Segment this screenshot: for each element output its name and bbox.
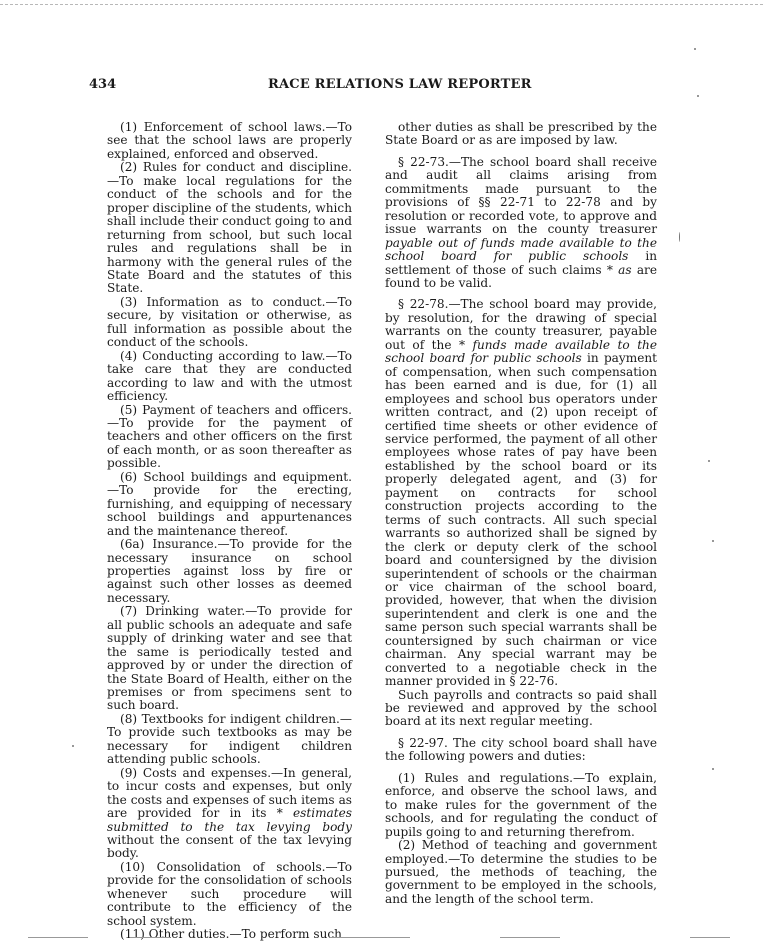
section-22-78 [385, 298, 657, 688]
running-head: RACE RELATIONS LAW REPORTER [268, 77, 532, 92]
page-number: 434 [89, 77, 117, 92]
top-edge-rule [0, 4, 763, 5]
s2273-emphasis-2: * as [606, 262, 632, 277]
paragraph-insurance: (6a) Insurance.—To provide for the necessary insurance on school properties against loss by fire or against such other losses as deemed necessary. [107, 537, 352, 605]
s2278-emphasis: funds made available to the school board for public schools [385, 337, 658, 366]
costs-text-b: without the consent of the tax levying body. [107, 833, 352, 861]
paragraph-other-duties-cont: other duties as shall be prescribed by the State Board or as are imposed by law. [385, 120, 657, 148]
paragraph-costs [107, 767, 352, 861]
paragraph-payment: (5) Payment of teachers and officers.—To provide for the payment of teachers and other officers on the first of each month, or as soon thereafter as possible. [107, 402, 352, 471]
section-22-73 [385, 156, 657, 291]
costs-text-a: (9) Costs and expenses.—In general, to incur costs and expenses, but only the costs and expenses of such items as are provided for in its [107, 765, 352, 821]
s2273-emphasis: payable out of funds made available to the school board for public schools [385, 235, 657, 264]
scan-speck [712, 768, 714, 770]
paragraph-method-teaching: (2) Method of teaching and government employed.—To determine the studies to be pursued, the methods of teaching, the government to be employed in the schools, and the length of the school term. [385, 838, 657, 906]
paragraph-other-duties: (11) Other duties.—To perform such [120, 927, 342, 942]
bottom-edge-mark [330, 937, 410, 938]
paragraph-payrolls: Such payrolls and contracts so paid shall be reviewed and approved by the school board at its next regular meeting. [385, 687, 657, 729]
bottom-edge-mark [28, 937, 88, 938]
paragraph-information: (3) Information as to conduct.—To secure, by visitation or otherwise, as full information as possible about the conduct of the schools. [107, 294, 352, 350]
paragraph-conducting: (4) Conducting according to law.—To take care that they are conducted according to law and with the utmost efficiency. [107, 348, 352, 404]
right-column [385, 121, 657, 906]
scan-speck [712, 540, 714, 542]
scan-speck [694, 48, 696, 50]
scan-speck [708, 460, 710, 462]
paragraph-drinking-water: (7) Drinking water.—To provide for all public schools an adequate and safe supply of drinking water and see that the same is periodically tested and approved by or under the direction of the State Board of Health, either on the premises or from specimens sent to such board. [107, 604, 352, 713]
left-column [107, 121, 352, 942]
scan-speck [72, 745, 74, 747]
section-22-97: § 22-97. The city school board shall have the following powers and duties: [385, 735, 657, 764]
paragraph-enforcement: (1) Enforcement of school laws.—To see that the school laws are properly explained, enforced and observed. [107, 120, 352, 161]
scan-speck [697, 95, 699, 97]
paragraph-consolidation: (10) Consolidation of schools.—To provide for the consolidation of schools whenever such procedure will contribute to the efficiency of the school system. [107, 859, 352, 928]
s2278-text-a: § 22-78.—The school board may provide, by resolution, for the drawing of special warrants on the county treasurer, payable out of the * [385, 297, 657, 352]
s2273-text-c: are found to be valid. [385, 262, 657, 290]
bottom-edge-mark [690, 937, 730, 938]
s2278-text-b: in payment of compensation, when such compensation has been earned and is due, for (1) all employees and school bus operators under written contract, and (2) upon receipt of certified time sheets or other evidence of service performed, the payment of all other employees whose rates of pay have been established by the school board or its properly delegated agent, and (3) for payment on contracts for school construction projects according to the terms of such contracts. All such special warrants so authorized shall be signed by the clerk or deputy clerk of the school board and countersigned by the division superintendent of schools or the chairman or vice chairman of the school board, provided, however, that when the division superintendent and clerk is one and the same person such special warrants shall be countersigned by such chairman or vice chairman. Any special warrant may be converted to a negotiable check in the manner provided in § 22-76. [385, 351, 657, 689]
bottom-edge-mark [500, 937, 560, 938]
paragraph-textbooks: (8) Textbooks for indigent children.—To provide such textbooks as may be necessary for indigent children attending public schools. [107, 711, 352, 767]
scan-mark [679, 232, 680, 242]
paragraph-rules-regulations: (1) Rules and regulations.—To explain, enforce, and observe the school laws, and to make rules for the government of the schools, and for regulating the conduct of pupils going to and returning therefrom. [385, 770, 657, 839]
bottom-edge-mark [130, 937, 170, 938]
s2273-text-b: in settlement of those of such claims [385, 249, 657, 277]
s2273-text-a: § 22-73.—The school board shall receive and audit all claims arising from commitments made pursuant to the provisions of §§ 22-71 to 22-78 and by resolution or recorded vote, to approve and issue warrants on the county treasurer [385, 154, 657, 237]
paragraph-rules-conduct: (2) Rules for conduct and discipline.—To make local regulations for the conduct of the schools and for the proper discipline of the students, which shall include their conduct going to and returning from school, but such local rules and regulations shall be in harmony with the general rules of the State Board and the statutes of this State. [107, 160, 352, 296]
paragraph-buildings: (6) School buildings and equipment.—To provide for the erecting, furnishing, and equipping of necessary school buildings and appurtenances and the maintenance thereof. [107, 469, 352, 538]
costs-text-emphasis: * estimates submitted to the tax levying body [107, 806, 352, 834]
